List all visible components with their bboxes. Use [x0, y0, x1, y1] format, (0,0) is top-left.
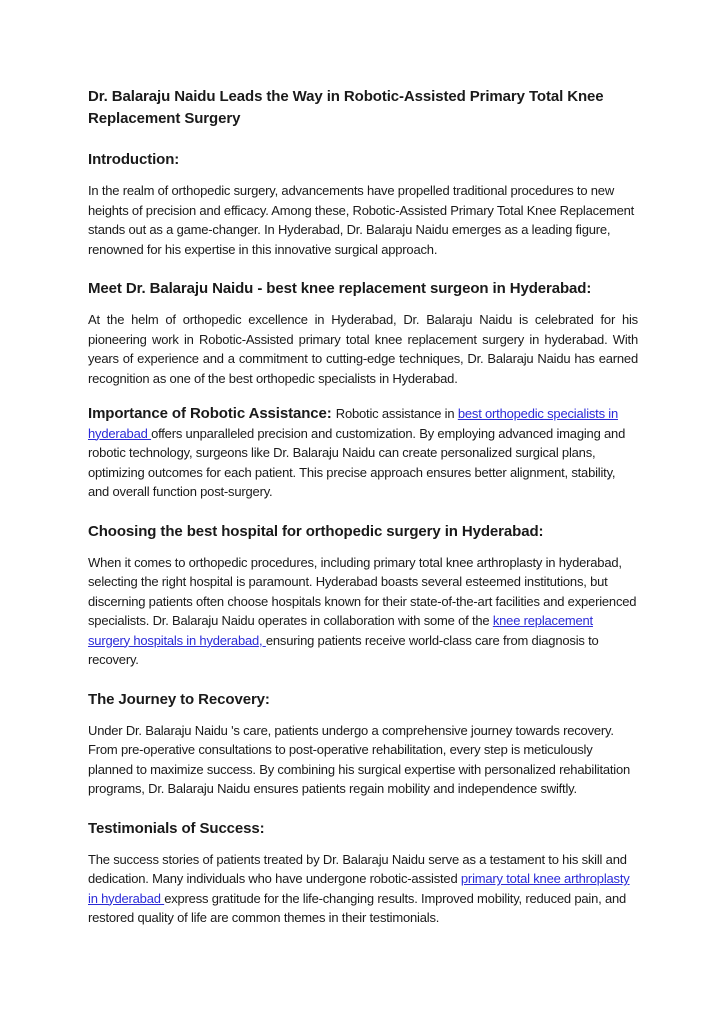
heading-meet-dr-balaraju-naidu: Meet Dr. Balaraju Naidu - best knee replacement surgeon in Hyderabad:	[88, 280, 592, 297]
paragraph-introduction: In the realm of orthopedic surgery, advancements have propelled traditional procedures to new heights of precision and efficacy. Among these, Robotic-Assisted Primary Total Knee Replacement stands out as a game-changer. In Hyderabad, Dr. Balaraju Naidu emerges as a leading figure, renowned for his expertise in this innovative surgical approach.	[88, 183, 635, 257]
paragraph-text: ensuring patients receive world-class care from diagnosis to recovery.	[88, 632, 599, 667]
heading-journey-to-recovery: The Journey to Recovery:	[88, 690, 270, 708]
link-best-orthopedic-specialists-in-hyderabad[interactable]: best orthopedic specialists in hyderabad	[88, 406, 619, 441]
paragraph-choosing-best-hospital	[88, 553, 638, 670]
link-knee-replacement-surgery-hospitals[interactable]: knee replacement surgery hospitals in hyderabad,	[88, 613, 593, 648]
paragraph-text: express gratitude for the life-changing results. Improved mobility, reduced pain, and restored quality of life are common themes in their testimonials.	[88, 890, 627, 925]
paragraph-text: offers unparalleled precision and customization. By employing advanced imaging and robotic technology, surgeons like Dr. Balaraju Naidu can create personalized surgical plans, optimizing outcomes for each patient. This precise approach ensures better alignment, stability, and overall function post-surgery.	[88, 425, 626, 499]
paragraph-text: The success stories of patients treated by Dr. Balaraju Naidu serve as a testament to his skill and dedication. Many individuals who have undergone robotic-assisted	[88, 851, 627, 886]
document-title: Dr. Balaraju Naidu Leads the Way in Robotic-Assisted Primary Total Knee Replacement Surgery	[88, 88, 604, 127]
heading-testimonials-of-success: Testimonials of Success:	[88, 819, 265, 837]
paragraph-text: When it comes to orthopedic procedures, including primary total knee arthroplasty in hyderabad, selecting the right hospital is paramount. Hyderabad boasts several esteemed institutions, but discerning patients often choose hospitals known for their state-of-the-art facilities and experienced specialists. Dr. Balaraju Naidu operates in collaboration with some of the	[88, 554, 637, 628]
paragraph-journey-to-recovery: Under Dr. Balaraju Naidu 's care, patients undergo a comprehensive journey towards recovery. From pre-operative consultations to post-operative rehabilitation, every step is meticulously planned to maximize success. By combining his surgical expertise with personalized rehabilitation programs, Dr. Balaraju Naidu ensures patients regain mobility and independence swiftly.	[88, 722, 631, 796]
heading-choosing-best-hospital: Choosing the best hospital for orthopedic surgery in Hyderabad:	[88, 522, 544, 540]
paragraph-importance-of-robotic-assistance	[88, 404, 638, 502]
run-in-heading-importance: Importance of Robotic Assistance:	[88, 405, 336, 422]
heading-introduction: Introduction:	[88, 151, 180, 168]
paragraph-testimonials-of-success	[88, 850, 638, 928]
paragraph-text: Robotic assistance in	[335, 406, 458, 421]
paragraph-meet-dr-balaraju-naidu: At the helm of orthopedic excellence in Hyderabad, Dr. Balaraju Naidu is celebrated for his pioneering work in Robotic-Assisted primary total knee replacement surgery in hyderabad. With years of experience and a commitment to cutting-edge techniques, Dr. Balaraju Naidu has earned recognition as one of the best orthopedic specialists in Hyderabad.	[88, 312, 638, 386]
link-primary-total-knee-arthroplasty[interactable]: primary total knee arthroplasty in hyderabad	[88, 871, 630, 906]
